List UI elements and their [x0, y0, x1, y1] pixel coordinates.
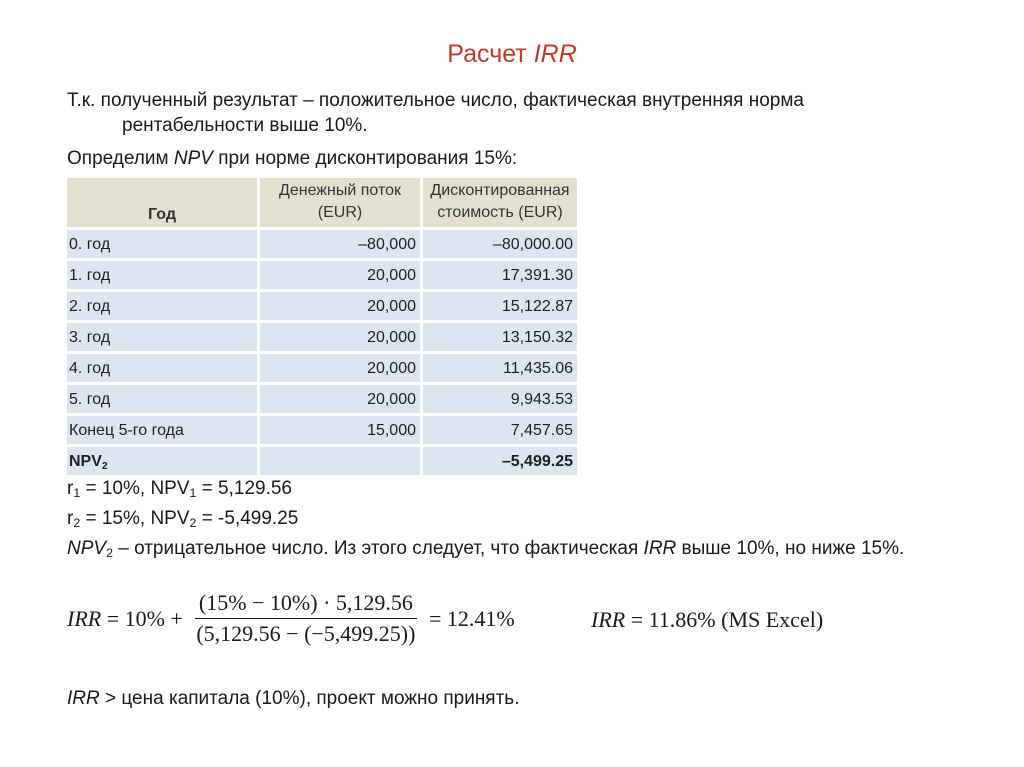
r1-val: = 5,129.56 — [196, 478, 293, 499]
formula-fraction — [192, 590, 419, 647]
r2-mid: = 15%, NPV — [80, 508, 190, 529]
r1-npvsub: 1 — [189, 486, 197, 500]
result-r1 — [67, 478, 292, 500]
cell-year: 2. год — [67, 292, 260, 323]
formula-numerator: (15% − 10%) · 5,129.56 — [195, 590, 417, 619]
npv-label: NPV — [69, 453, 102, 470]
cell-discounted: 11,435.06 — [423, 354, 577, 385]
cell-cash-flow: 20,000 — [260, 323, 423, 354]
header-discounted-line2: стоимость (EUR) — [437, 204, 563, 221]
excel-rhs: = 11.86% (MS Excel) — [625, 607, 824, 632]
cell-year: 3. год — [67, 323, 260, 354]
cell-npv-label — [67, 447, 260, 478]
r1-mid: = 10%, NPV — [80, 478, 190, 499]
table-row — [67, 323, 577, 354]
intro-line-2: рентабельности выше 10%. — [122, 115, 368, 136]
conclusion-npv-sub: 2 — [106, 546, 113, 560]
table-row — [67, 230, 577, 261]
cell-discounted: –80,000.00 — [423, 230, 577, 261]
result-r2 — [67, 508, 298, 530]
r2-val: = -5,499.25 — [196, 508, 299, 529]
table-row — [67, 416, 577, 447]
table-row — [67, 261, 577, 292]
irr-formula — [67, 590, 515, 647]
header-discounted — [423, 178, 577, 230]
r2-rsub: 2 — [73, 516, 81, 530]
table-row — [67, 385, 577, 416]
header-year: Год — [67, 178, 260, 230]
conclusion-text-1: – отрицательное число. Из этого следует, что фактическая — [112, 538, 644, 559]
cell-npv-empty — [260, 447, 423, 478]
intro-paragraph — [67, 88, 964, 138]
title-irr: IRR — [533, 40, 577, 68]
header-cash-flow-line2: (EUR) — [317, 204, 363, 221]
cell-year: 0. год — [67, 230, 260, 261]
cell-cash-flow: –80,000 — [260, 230, 423, 261]
cell-year: 4. год — [67, 354, 260, 385]
table-row — [67, 354, 577, 385]
define-suffix: при норме дисконтирования 15%: — [212, 148, 518, 169]
formula-lhs: IRR — [67, 605, 102, 631]
final-statement — [67, 688, 519, 710]
cell-npv-value: –5,499.25 — [423, 447, 577, 478]
r2-r: r — [67, 508, 74, 529]
table-header-row — [67, 178, 577, 230]
cell-discounted: 7,457.65 — [423, 416, 577, 447]
cell-year: Конец 5-го года — [67, 416, 260, 447]
define-paragraph — [67, 146, 964, 171]
r1-r: r — [67, 478, 74, 499]
npv-table — [67, 178, 577, 478]
cell-cash-flow: 20,000 — [260, 385, 423, 416]
table-row — [67, 292, 577, 323]
cell-discounted: 15,122.87 — [423, 292, 577, 323]
header-discounted-line1: Дисконтированная — [430, 182, 570, 199]
formula-result: = 12.41% — [423, 605, 515, 631]
conclusion-line — [67, 538, 904, 560]
r1-rsub: 1 — [73, 486, 81, 500]
cell-discounted: 13,150.32 — [423, 323, 577, 354]
npv-label-sub: 2 — [101, 461, 108, 472]
excel-formula — [591, 607, 823, 633]
r2-npvsub: 2 — [189, 516, 197, 530]
header-cash-flow — [260, 178, 423, 230]
formula-denominator: (5,129.56 − (−5,499.25)) — [196, 621, 416, 646]
formula-eq1: = 10% + — [101, 605, 189, 631]
excel-lhs: IRR — [591, 607, 626, 632]
conclusion-npv: NPV — [67, 538, 107, 559]
cell-year: 1. год — [67, 261, 260, 292]
title-prefix: Расчет — [447, 40, 534, 68]
final-text: > цена капитала (10%), проект можно принять. — [99, 688, 520, 709]
final-irr: IRR — [67, 688, 100, 709]
cell-discounted: 9,943.53 — [423, 385, 577, 416]
conclusion-irr: IRR — [643, 538, 677, 559]
page-title — [0, 40, 1024, 69]
conclusion-text-2: выше 10%, но ниже 15%. — [676, 538, 905, 559]
cell-discounted: 17,391.30 — [423, 261, 577, 292]
table-row-npv — [67, 447, 577, 478]
cell-cash-flow: 15,000 — [260, 416, 423, 447]
cell-cash-flow: 20,000 — [260, 261, 423, 292]
define-prefix: Определим — [67, 148, 174, 169]
header-cash-flow-line1: Денежный поток — [279, 182, 401, 199]
cell-year: 5. год — [67, 385, 260, 416]
intro-line-1: Т.к. полученный результат – положительное число, фактическая внутренняя норма — [67, 90, 804, 111]
cell-cash-flow: 20,000 — [260, 292, 423, 323]
cell-cash-flow: 20,000 — [260, 354, 423, 385]
define-npv: NPV — [173, 148, 213, 169]
